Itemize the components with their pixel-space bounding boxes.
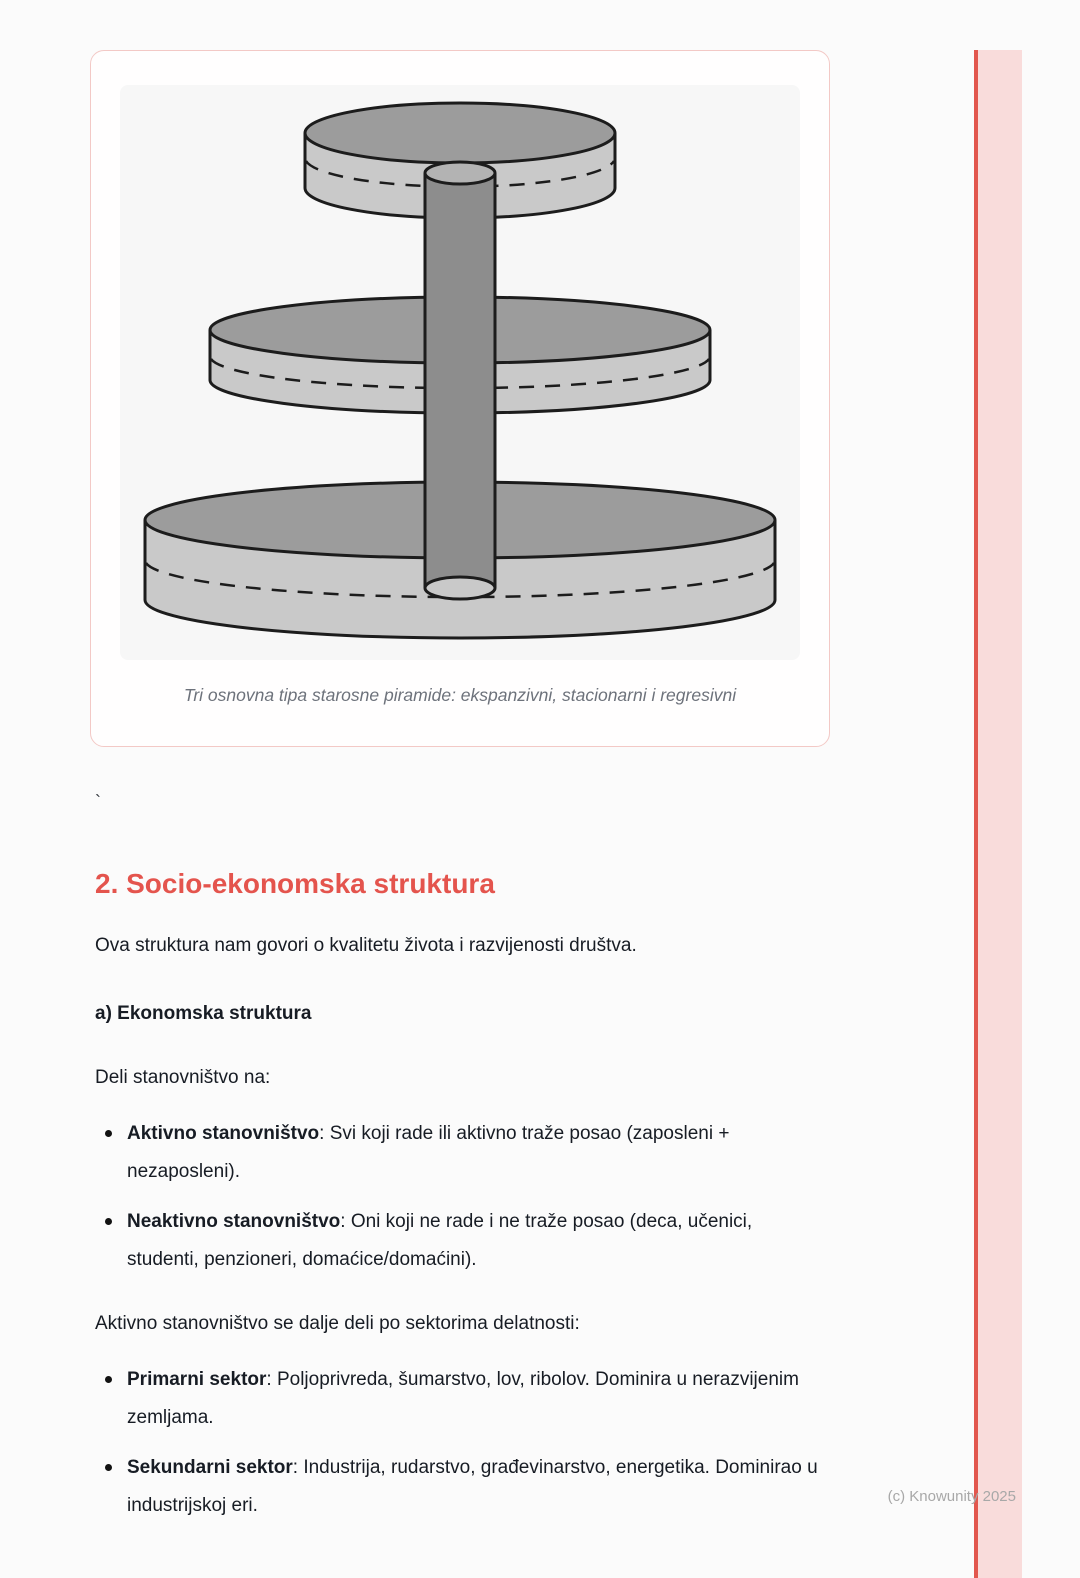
list-item-text: : Oni koji ne rade i ne traže posao (deca, učenici, studenti, penzioneri, domaćice/domaćini). (127, 1211, 753, 1270)
main-content (0, 789, 1080, 1525)
list-item-term: Neaktivno stanovništvo (127, 1211, 341, 1232)
list-item-term: Primarni sektor (127, 1369, 267, 1390)
central-column (425, 162, 495, 599)
stray-backtick-text: ` (95, 792, 101, 812)
list-item (127, 1449, 820, 1525)
list-item-term: Sekundarni sektor (127, 1457, 293, 1478)
copyright-watermark: (c) Knowunity 2025 (887, 1488, 1016, 1505)
sectors-list (95, 1361, 820, 1525)
list1-lead: Deli stanovništvo na: (95, 1067, 271, 1088)
section-heading: 2. Socio-ekonomska struktura (95, 868, 495, 899)
population-pyramid-types-diagram (120, 85, 800, 660)
list-item (127, 1115, 820, 1191)
list-item-text: : Poljoprivreda, šumarstvo, lov, ribolov. Dominira u nerazvijenim zemljama. (127, 1369, 799, 1428)
list-item-text: : Svi koji rade ili aktivno traže posao (zaposleni + nezaposleni). (127, 1123, 730, 1182)
list-item (127, 1361, 820, 1437)
list-item-text: : Industrija, rudarstvo, građevinarstvo, energetika. Dominirao u industrijskoj eri. (127, 1457, 818, 1516)
figure-caption: Tri osnovna tipa starosne piramide: ekspanzivni, stacionarni i regresivni (183, 685, 737, 705)
economic-structure-subheading: a) Ekonomska struktura (95, 1003, 312, 1024)
list-item-term: Aktivno stanovništvo (127, 1123, 320, 1144)
list2-lead: Aktivno stanovništvo se dalje deli po sektorima delatnosti: (95, 1313, 580, 1334)
population-division-list (95, 1115, 820, 1279)
section-intro: Ova struktura nam govori o kvalitetu života i razvijenosti društva. (95, 935, 637, 956)
list-item (127, 1203, 820, 1279)
figure-card (90, 50, 830, 747)
figure-image (120, 85, 800, 660)
